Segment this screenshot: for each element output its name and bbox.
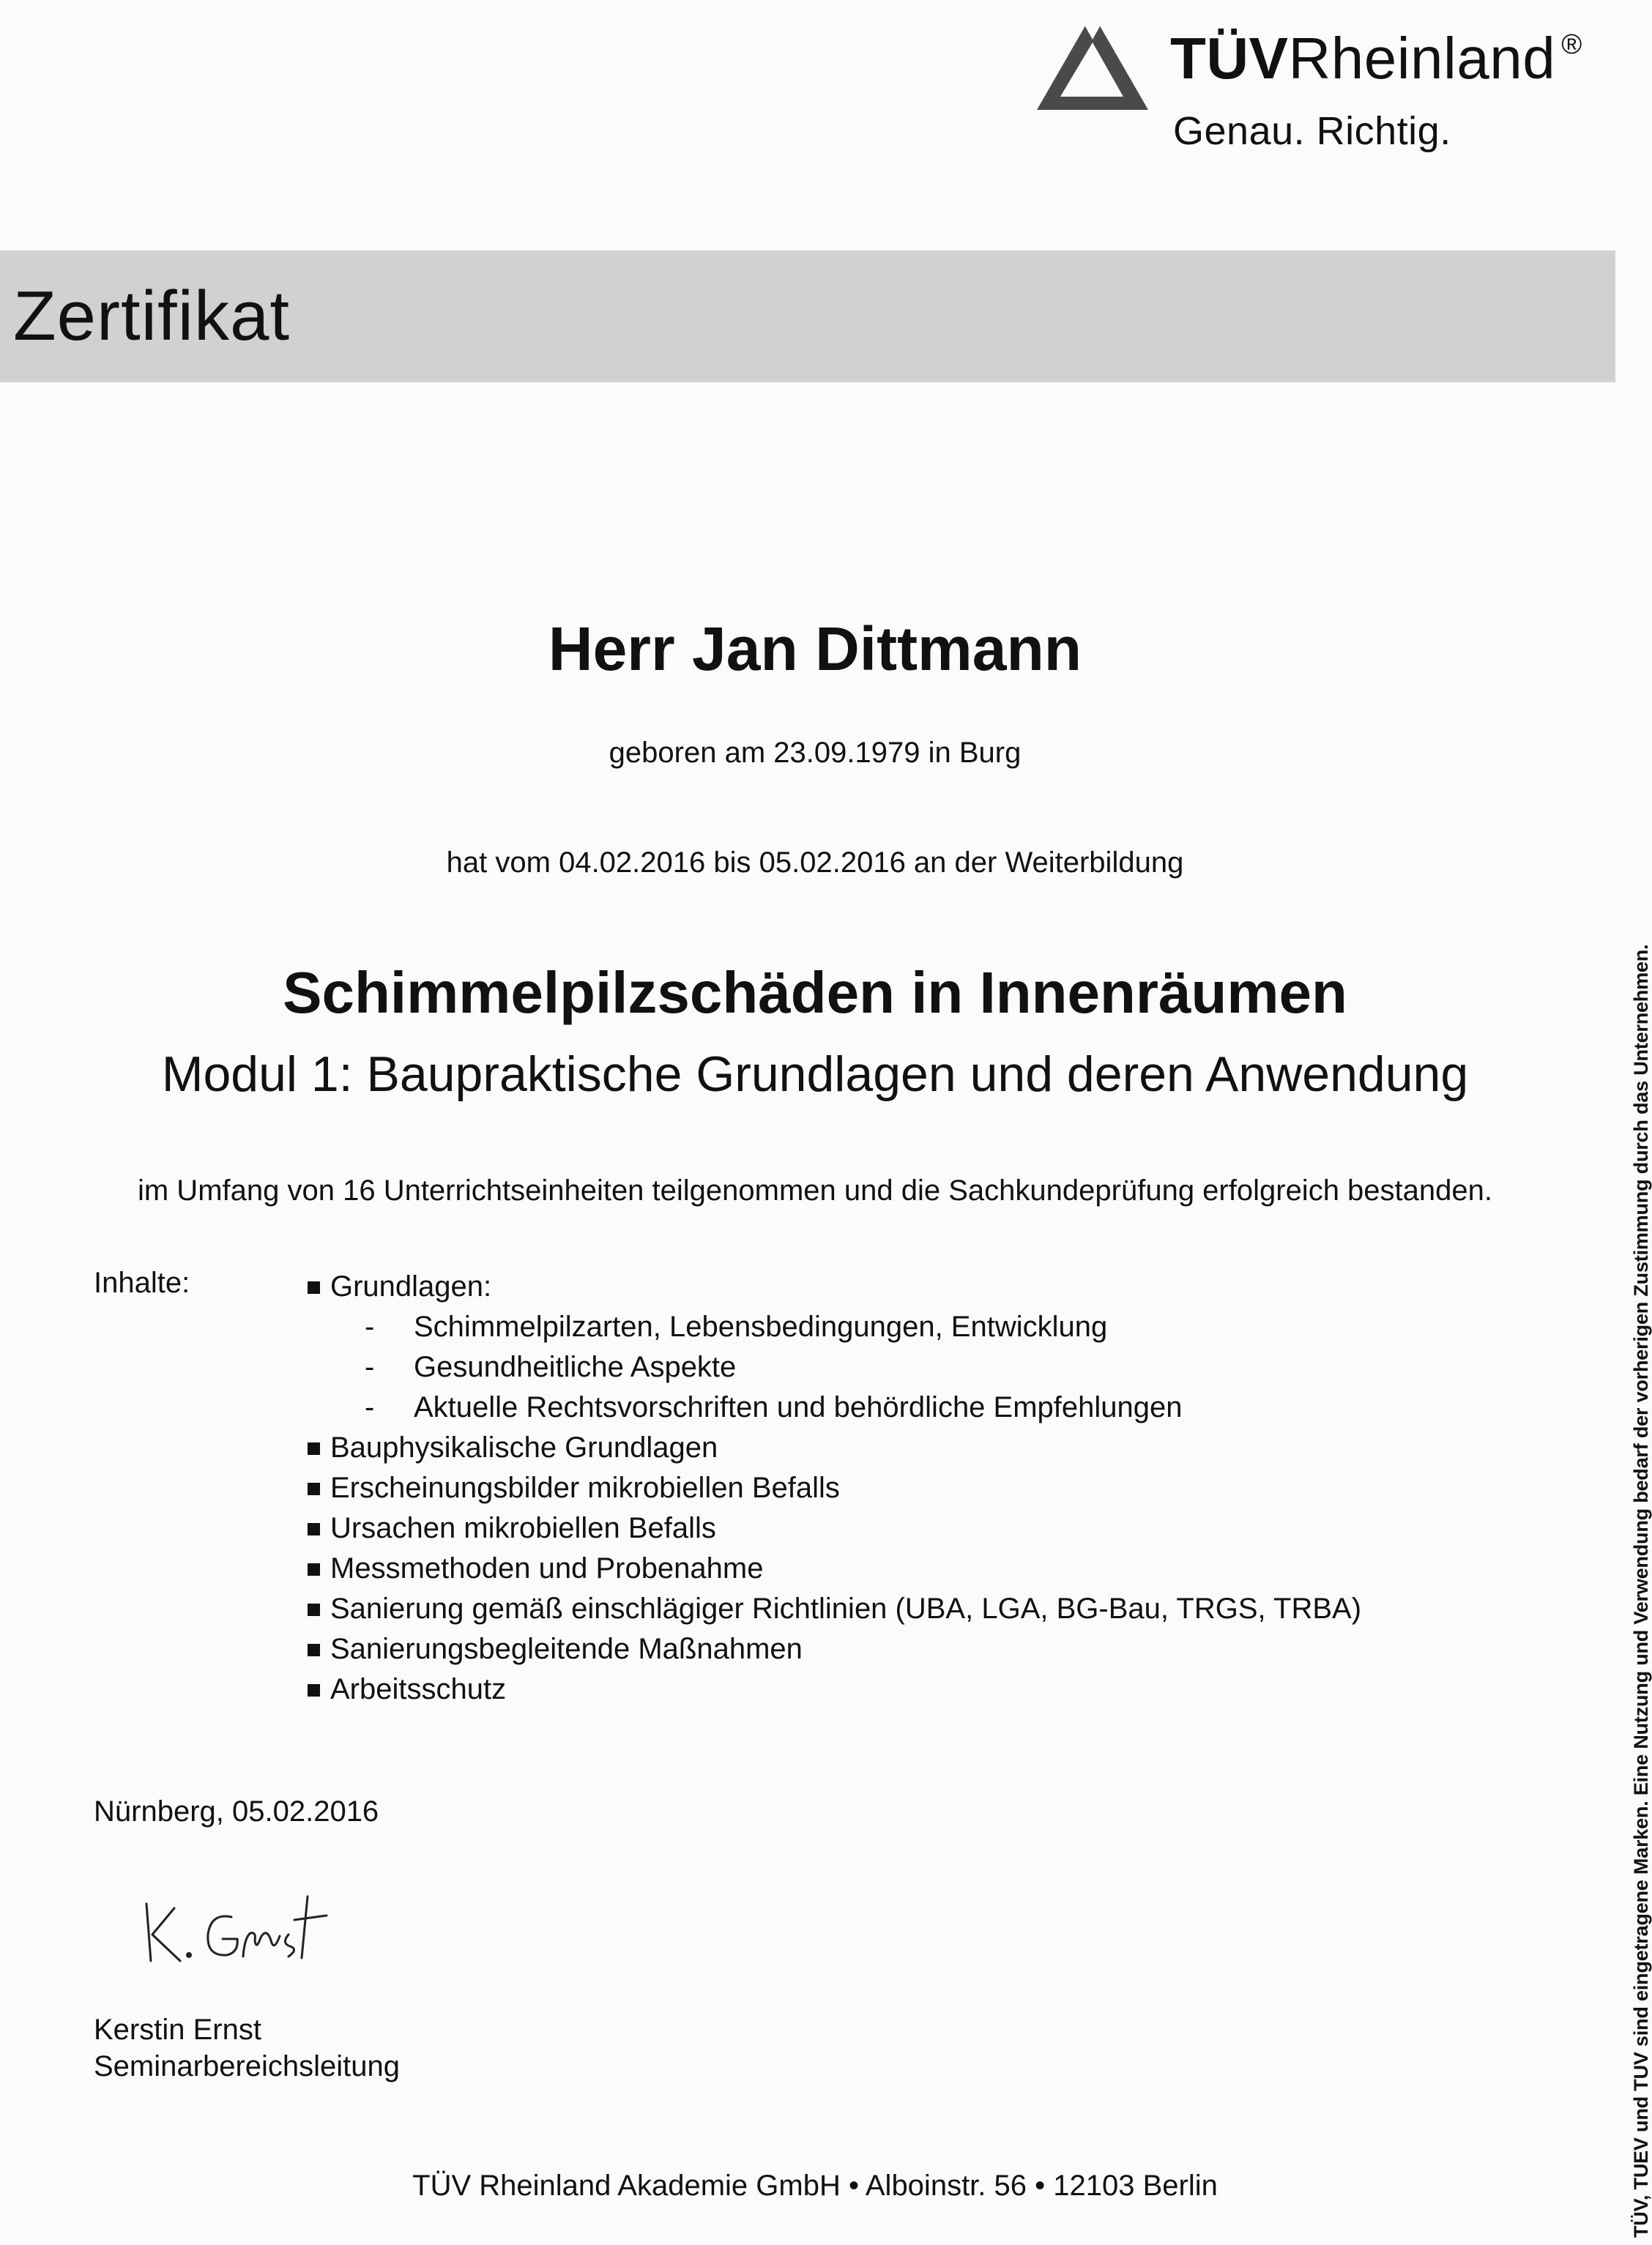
contents-label: Inhalte:: [94, 1267, 190, 1299]
square-bullet-icon: [308, 1442, 320, 1455]
tuv-triangle-logo-icon: [1034, 10, 1151, 113]
course-module: Modul 1: Baupraktische Grundlagen und deren Anwendung: [161, 1046, 1469, 1102]
square-bullet-icon: [308, 1563, 320, 1576]
list-item-label: Sanierungsbegleitende Maßnahmen: [330, 1633, 803, 1665]
place-date: Nürnberg, 05.02.2016: [94, 1795, 379, 1828]
square-bullet-icon: [308, 1281, 320, 1294]
list-item: [308, 1428, 1361, 1468]
sub-list-item-label: Schimmelpilzarten, Lebensbedingungen, Entwicklung: [414, 1311, 1108, 1343]
contents-list: [308, 1267, 1361, 1710]
square-bullet-icon: [308, 1523, 320, 1535]
list-item-label: Messmethoden und Probenahme: [330, 1552, 764, 1585]
brand-name-regular: Rheinland: [1288, 26, 1556, 91]
dash-bullet-icon: -: [365, 1311, 375, 1343]
list-item: [308, 1468, 1361, 1508]
square-bullet-icon: [308, 1684, 320, 1697]
recipient-name: Herr Jan Dittmann: [548, 614, 1082, 683]
trademark-note: TÜV, TUEV und TUV sind eingetragene Marken. Eine Nutzung und Verwendung bedarf der vorherigen Zustimmung durch das Unternehmen.: [1630, 944, 1652, 2238]
list-item-label: Ursachen mikrobiellen Befalls: [330, 1512, 716, 1544]
brand-tagline: Genau. Richtig.: [1173, 109, 1451, 153]
square-bullet-icon: [308, 1483, 320, 1495]
list-item-label: Erscheinungsbilder mikrobiellen Befalls: [330, 1472, 840, 1504]
signer-name: Kerstin Ernst: [94, 2014, 261, 2046]
birth-line: geboren am 23.09.1979 in Burg: [609, 737, 1022, 769]
period-line: hat vom 04.02.2016 bis 05.02.2016 an der Weiterbildung: [446, 846, 1184, 879]
list-item: [308, 1267, 1361, 1307]
signer-role: Seminarbereichsleitung: [94, 2050, 401, 2082]
square-bullet-icon: [308, 1604, 320, 1616]
footer-address: TÜV Rheinland Akademie GmbH • Alboinstr. 56 • 12103 Berlin: [412, 2170, 1218, 2202]
square-bullet-icon: [308, 1644, 320, 1656]
result-line: im Umfang von 16 Unterrichtseinheiten teilgenommen und die Sachkundeprüfung erfolgreich bestanden.: [137, 1174, 1493, 1207]
document-title: Zertifikat: [13, 277, 291, 355]
handwritten-signature: [132, 1874, 351, 1970]
list-item: [308, 1508, 1361, 1549]
list-item: [308, 1669, 1361, 1710]
dash-bullet-icon: -: [365, 1351, 375, 1383]
list-item-label: Arbeitsschutz: [330, 1673, 507, 1705]
brand-name: [1170, 25, 1582, 92]
sub-list-item: [308, 1388, 1361, 1428]
sub-list-item-label: Aktuelle Rechtsvorschriften und behördliche Empfehlungen: [414, 1391, 1183, 1423]
brand-name-bold: TÜV: [1170, 26, 1289, 91]
course-title: Schimmelpilzschäden in Innenräumen: [283, 960, 1347, 1025]
registered-mark: ®: [1561, 29, 1582, 60]
list-item: [308, 1549, 1361, 1589]
sub-list-item: [308, 1307, 1361, 1347]
sub-list-item: [308, 1347, 1361, 1388]
list-item: [308, 1629, 1361, 1669]
list-item: [308, 1589, 1361, 1629]
list-item-label: Bauphysikalische Grundlagen: [330, 1431, 718, 1464]
sub-list-item-label: Gesundheitliche Aspekte: [414, 1351, 737, 1383]
list-item-label: Grundlagen:: [330, 1270, 492, 1303]
dash-bullet-icon: -: [365, 1391, 375, 1423]
list-item-label: Sanierung gemäß einschlägiger Richtlinien (UBA, LGA, BG-Bau, TRGS, TRBA): [330, 1593, 1362, 1625]
